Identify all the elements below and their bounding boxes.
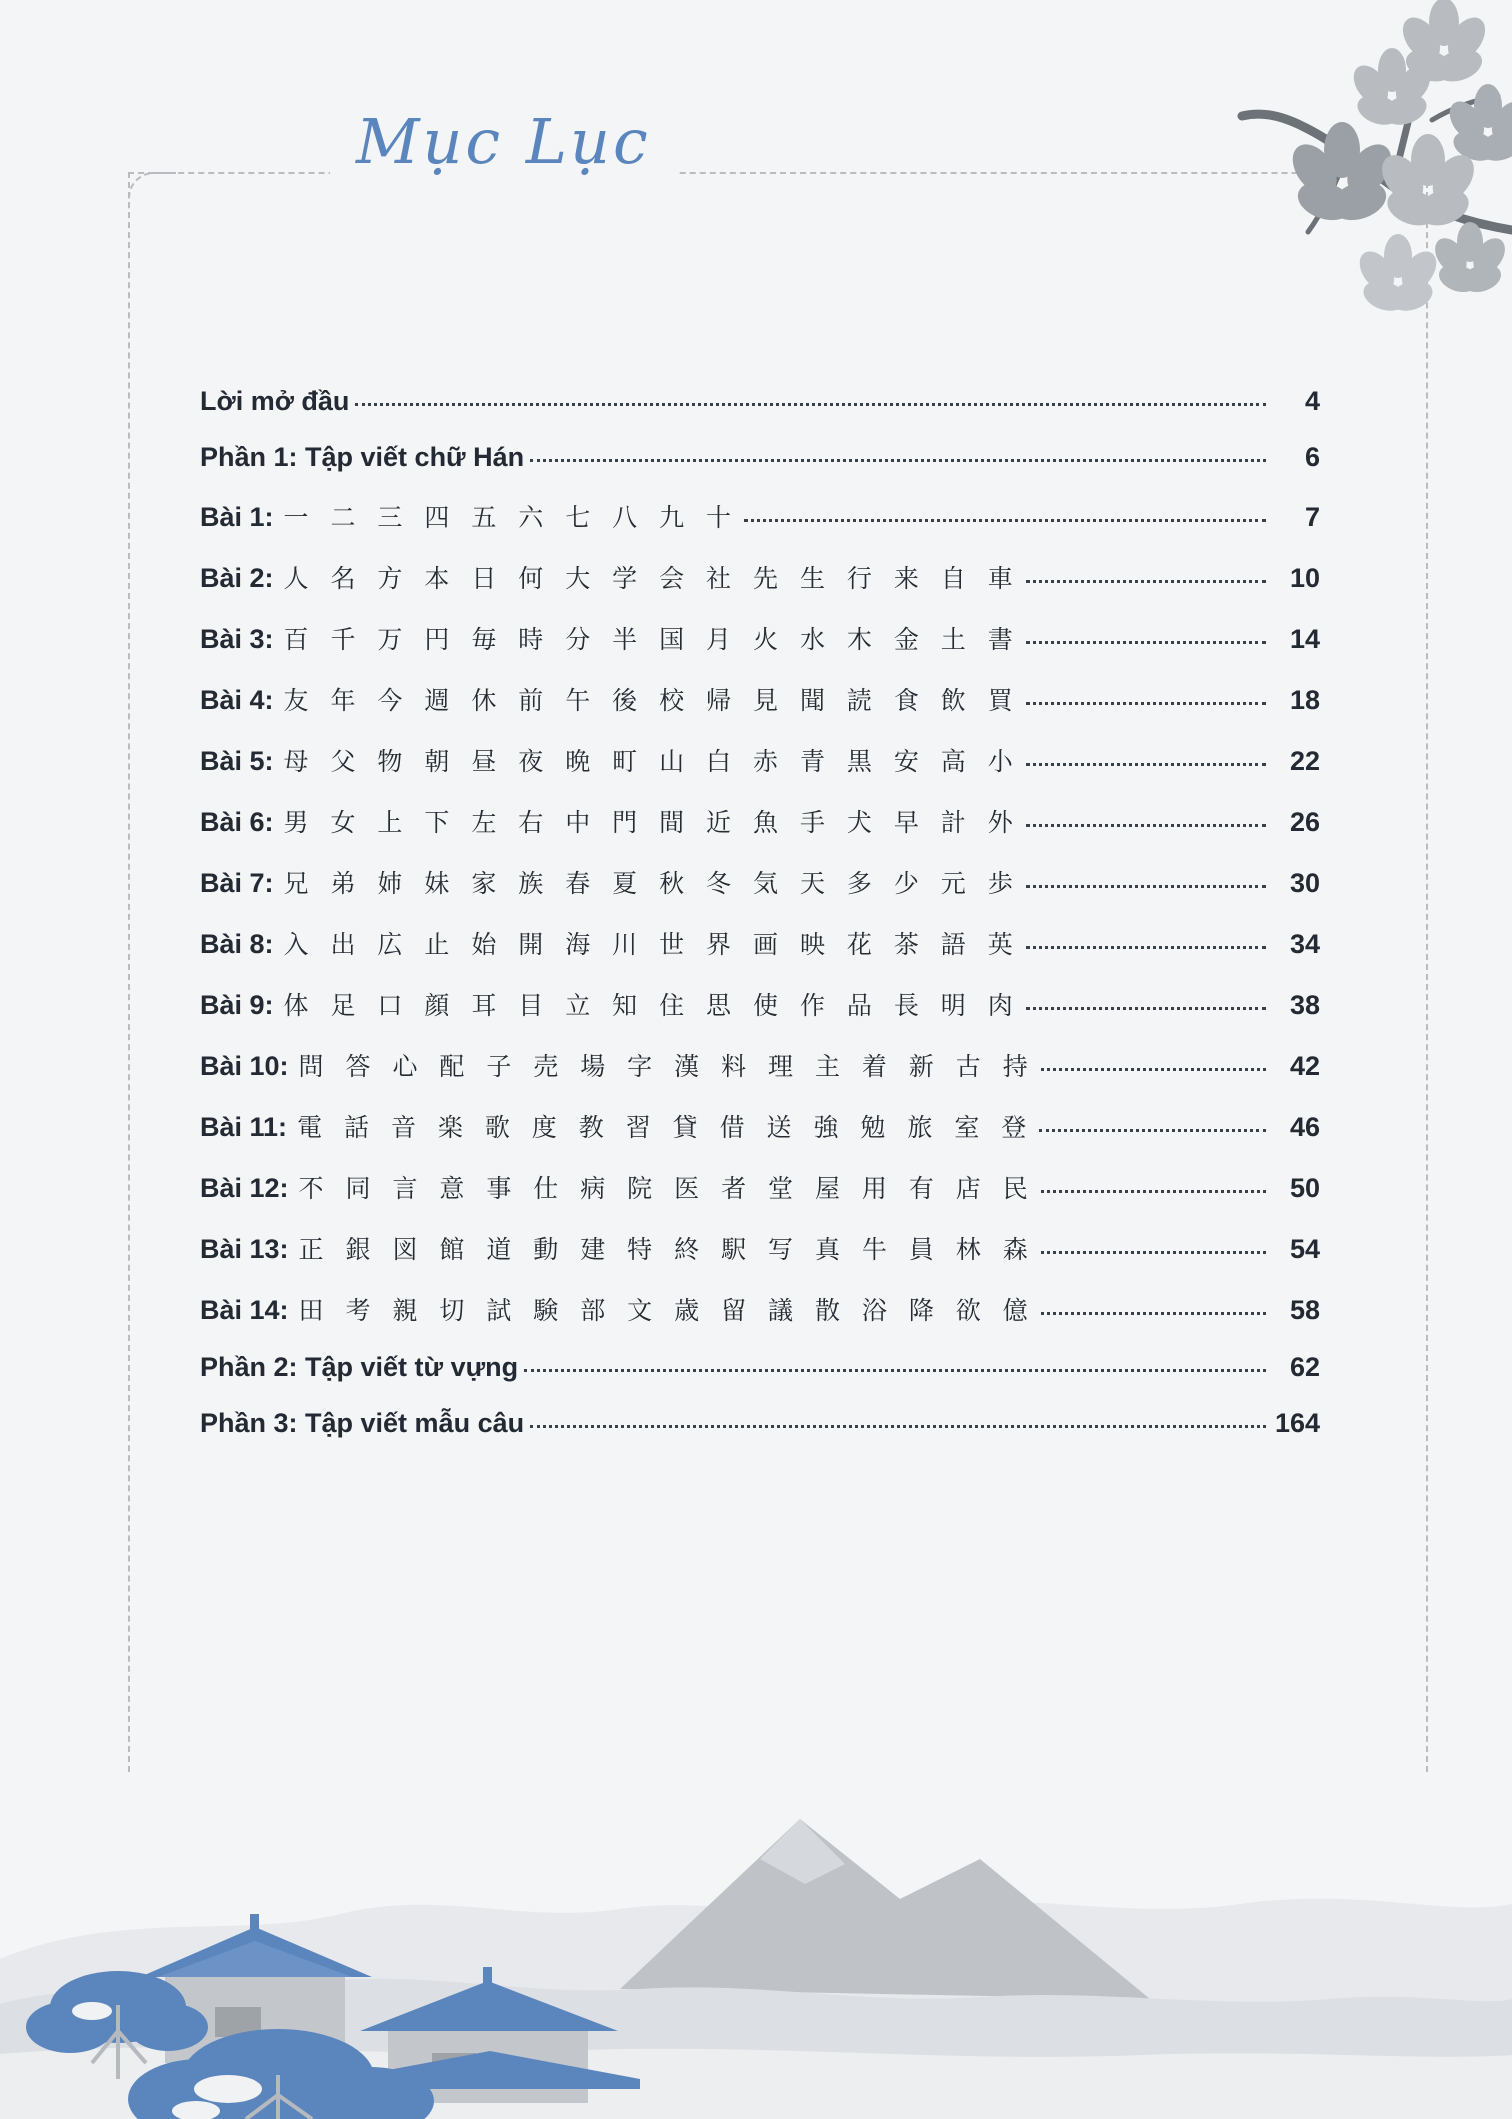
toc-entry-kanji: 男 女 上 下 左 右 中 門 間 近 魚 手 犬 早 計 外 — [283, 808, 1020, 837]
toc-entry[interactable] — [200, 559, 1320, 595]
toc-entry-kanji: 人 名 方 本 日 何 大 学 会 社 先 生 行 来 自 車 — [283, 564, 1020, 593]
toc-entry-label: Bài 11: — [200, 1112, 288, 1142]
toc-leader-dots — [1026, 885, 1266, 888]
toc-entry-page: 6 — [1304, 442, 1320, 472]
toc-entry[interactable] — [200, 925, 1320, 961]
toc-entry-label: Bài 14: — [200, 1295, 289, 1325]
decorative-frame-top — [128, 172, 1428, 174]
toc-entry-label: Bài 8: — [200, 929, 274, 959]
toc-leader-dots — [1041, 1190, 1266, 1193]
toc-entry-page: 164 — [1274, 1408, 1320, 1438]
toc-leader-dots — [1026, 1007, 1266, 1010]
toc-leader-dots — [1041, 1068, 1266, 1071]
toc-entry-page: 10 — [1289, 563, 1320, 593]
toc-entry[interactable] — [200, 986, 1320, 1022]
toc-leader-dots — [530, 459, 1266, 462]
toc-entry-kanji: 母 父 物 朝 昼 夜 晩 町 山 白 赤 青 黒 安 高 小 — [283, 747, 1020, 776]
toc-entry-label: Phần 1: Tập viết chữ Hán — [200, 442, 525, 472]
toc-entry[interactable] — [200, 442, 1320, 473]
toc-entry[interactable] — [200, 620, 1320, 656]
toc-entry[interactable] — [200, 1408, 1320, 1439]
toc-entry-page: 34 — [1289, 929, 1320, 959]
toc-entry-kanji: 百 千 万 円 毎 時 分 半 国 月 火 水 木 金 土 書 — [283, 625, 1020, 654]
toc-entry[interactable] — [200, 864, 1320, 900]
toc-leader-dots — [1039, 1129, 1266, 1132]
toc-entry-page: 30 — [1289, 868, 1320, 898]
toc-entry-kanji: 兄 弟 姉 妹 家 族 春 夏 秋 冬 気 天 多 少 元 歩 — [283, 869, 1020, 898]
toc-entry[interactable] — [200, 803, 1320, 839]
toc-entry-page: 62 — [1289, 1352, 1320, 1382]
toc-entry-page: 26 — [1289, 807, 1320, 837]
toc-entry-page: 18 — [1289, 685, 1320, 715]
toc-entry-kanji: 一 二 三 四 五 六 七 八 九 十 — [283, 503, 739, 532]
toc-leader-dots — [1026, 763, 1266, 766]
toc-entry[interactable] — [200, 498, 1320, 534]
toc-entry-label: Bài 12: — [200, 1173, 289, 1203]
toc-entry[interactable] — [200, 1291, 1320, 1327]
toc-entry[interactable] — [200, 1108, 1320, 1144]
toc-entry-kanji: 電 話 音 楽 歌 度 教 習 貸 借 送 強 勉 旅 室 登 — [297, 1113, 1034, 1142]
toc-entry-label: Phần 2: Tập viết từ vựng — [200, 1352, 519, 1382]
toc-entry-label: Bài 5: — [200, 746, 274, 776]
toc-entry-label: Bài 10: — [200, 1051, 289, 1081]
toc-entry-label: Lời mở đầu — [200, 386, 350, 416]
toc-entry-label: Bài 6: — [200, 807, 274, 837]
toc-entry[interactable] — [200, 742, 1320, 778]
toc-entry-page: 42 — [1289, 1051, 1320, 1081]
toc-entry[interactable] — [200, 1352, 1320, 1383]
toc-entry-page: 4 — [1304, 386, 1320, 416]
toc-leader-dots — [744, 519, 1266, 522]
toc-entry-kanji: 不 同 言 意 事 仕 病 院 医 者 堂 屋 用 有 店 民 — [298, 1174, 1035, 1203]
toc-entry-page: 50 — [1289, 1173, 1320, 1203]
toc-entry-label: Bài 4: — [200, 685, 274, 715]
toc-leader-dots — [1041, 1312, 1266, 1315]
toc-entry-label: Phần 3: Tập viết mẫu câu — [200, 1408, 525, 1438]
toc-entry-kanji: 友 年 今 週 休 前 午 後 校 帰 見 聞 読 食 飲 買 — [283, 686, 1020, 715]
toc-entry-page: 54 — [1289, 1234, 1320, 1264]
toc-entry-kanji: 正 銀 図 館 道 動 建 特 終 駅 写 真 牛 員 林 森 — [298, 1235, 1035, 1264]
toc-entry-kanji: 田 考 親 切 試 験 部 文 歳 留 議 散 浴 降 欲 億 — [298, 1296, 1035, 1325]
decorative-frame-corner — [128, 172, 176, 220]
toc-entry-page: 38 — [1289, 990, 1320, 1020]
table-of-contents — [200, 386, 1320, 1464]
toc-entry-page: 46 — [1289, 1112, 1320, 1142]
toc-entry-page: 58 — [1289, 1295, 1320, 1325]
toc-leader-dots — [1026, 824, 1266, 827]
toc-entry-kanji: 体 足 口 顔 耳 目 立 知 住 思 使 作 品 長 明 肉 — [283, 991, 1020, 1020]
toc-entry[interactable] — [200, 1047, 1320, 1083]
toc-entry[interactable] — [200, 681, 1320, 717]
toc-leader-dots — [530, 1425, 1266, 1428]
toc-entry-page: 7 — [1304, 502, 1320, 532]
toc-entry-label: Bài 9: — [200, 990, 274, 1020]
toc-leader-dots — [355, 403, 1266, 406]
toc-entry[interactable] — [200, 1169, 1320, 1205]
toc-entry-kanji: 問 答 心 配 子 売 場 字 漢 料 理 主 着 新 古 持 — [298, 1052, 1035, 1081]
toc-leader-dots — [1041, 1251, 1266, 1254]
decorative-frame-right — [1426, 172, 1428, 1772]
toc-entry-page: 22 — [1289, 746, 1320, 776]
toc-entry-label: Bài 7: — [200, 868, 274, 898]
toc-leader-dots — [1026, 580, 1266, 583]
toc-entry[interactable] — [200, 386, 1320, 417]
toc-leader-dots — [1026, 641, 1266, 644]
toc-leader-dots — [524, 1369, 1266, 1372]
toc-leader-dots — [1026, 946, 1266, 949]
toc-entry-page: 14 — [1289, 624, 1320, 654]
toc-entry-label: Bài 1: — [200, 502, 274, 532]
toc-entry-label: Bài 2: — [200, 563, 274, 593]
toc-entry-kanji: 入 出 広 止 始 開 海 川 世 界 画 映 花 茶 語 英 — [283, 930, 1020, 959]
toc-entry-label: Bài 13: — [200, 1234, 289, 1264]
toc-entry[interactable] — [200, 1230, 1320, 1266]
page-title: Mục Lục — [330, 108, 677, 176]
toc-leader-dots — [1026, 702, 1266, 705]
toc-entry-label: Bài 3: — [200, 624, 274, 654]
